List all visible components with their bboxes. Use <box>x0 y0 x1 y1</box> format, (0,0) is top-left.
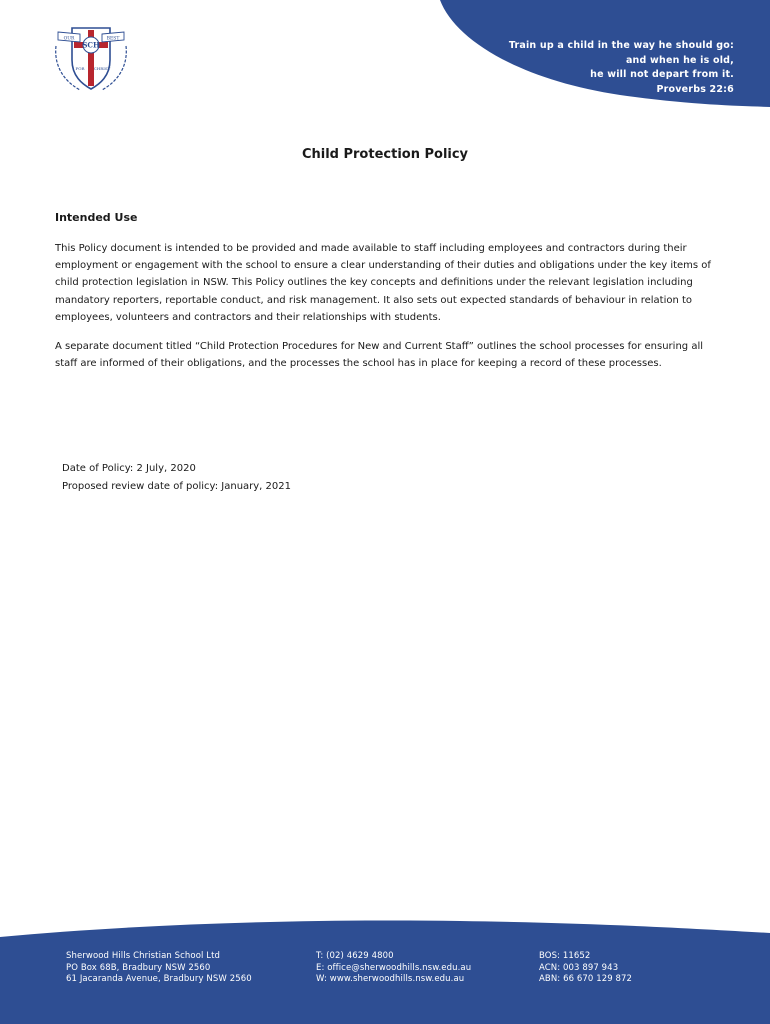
footer-line: ABN: 66 670 129 872 <box>539 974 633 984</box>
footer-line: PO Box 68B, Bradbury NSW 2560 <box>66 962 211 973</box>
body-paragraph: A separate document titled “Child Protection Procedures for New and Current Staff” outlines the school processes for ensuring all staff are informed of their obligations, and the processes the school has in place for keeping a record of these processes. <box>55 341 703 370</box>
logo-banner-left: OUR <box>63 36 75 42</box>
footer-email-link[interactable]: E: office@sherwoodhills.nsw.edu.au <box>316 962 472 973</box>
footer-line: 61 Jacaranda Avenue, Bradbury NSW 2560 <box>66 974 252 984</box>
footer-website-link[interactable]: W: www.sherwoodhills.nsw.edu.au <box>316 974 465 984</box>
motto-line: he will not depart from it. <box>590 69 734 80</box>
footer-line: Sherwood Hills Christian School Ltd <box>66 951 221 961</box>
footer-address <box>66 951 252 986</box>
logo-lower-right: CHRIST <box>93 66 111 71</box>
date-of-policy: Date of Policy: 2 July, 2020 <box>62 463 196 474</box>
footer-line: ACN: 003 897 943 <box>539 962 619 973</box>
body-paragraph: This Policy document is intended to be provided and made available to staff including employees and contractors during their employment or engagement with the school to ensure a clear understanding of their duties and obligations under the key items of child protection legislation in NSW. This Policy outlines the key concepts and definitions under the relevant legislation including mandatory reporters, reportable conduct, and risk management. It also sets out expected standards of behaviour in relation to employees, volunteers and contractors and their relationships with students. <box>55 243 711 323</box>
motto-line: Proverbs 22:6 <box>656 83 734 95</box>
footer-registration <box>539 951 632 986</box>
footer-contact <box>316 951 471 986</box>
motto-line: Train up a child in the way he should go: <box>508 40 734 51</box>
school-crest-logo <box>50 22 132 94</box>
logo-lower-left: FOR <box>75 66 85 71</box>
document-title: Child Protection Policy <box>301 147 469 162</box>
logo-banner-right: BEST <box>106 36 120 42</box>
footer-line: BOS: 11652 <box>539 951 591 961</box>
header-motto <box>509 39 734 97</box>
logo-monogram: SCH <box>82 40 100 50</box>
motto-line: and when he is old, <box>625 54 734 66</box>
review-date: Proposed review date of policy: January, 2021 <box>62 480 291 492</box>
footer-phone: T: (02) 4629 4800 <box>316 951 394 961</box>
section-heading: Intended Use <box>55 211 138 224</box>
policy-dates <box>62 460 291 495</box>
